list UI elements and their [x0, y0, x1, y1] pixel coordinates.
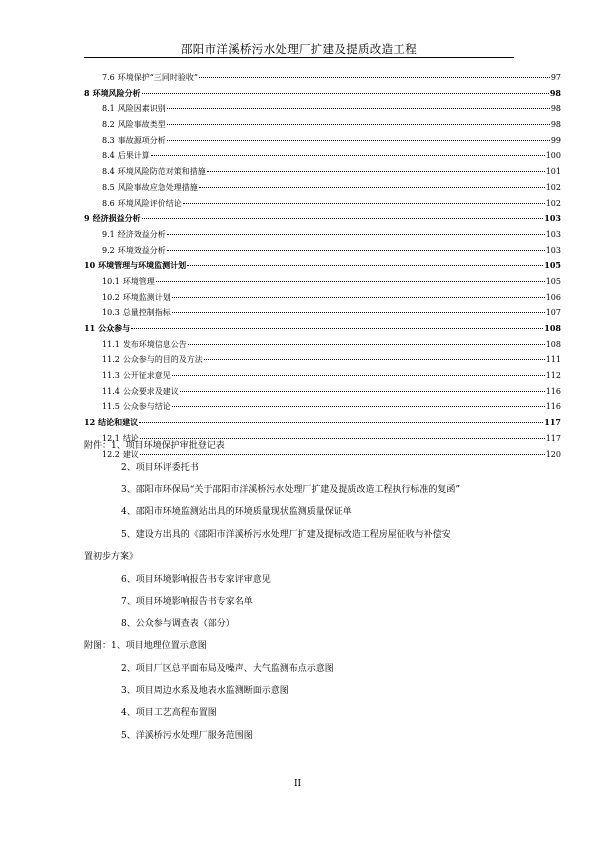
toc-entry-page: 98: [550, 104, 561, 114]
toc-dot-leader: [167, 124, 550, 125]
attachment-line: 附图：1、项目地理位置示意图: [84, 641, 207, 651]
toc-entry-title: 环境管理: [122, 276, 155, 286]
toc-entry-title: 发布环境信息公告: [122, 339, 187, 349]
attachment-line: 5、洋溪桥污水处理厂服务范围图: [121, 731, 253, 741]
toc-entry-number: 11.5: [102, 402, 120, 412]
toc-entry-page: 106: [545, 292, 561, 302]
toc-entry-page: 112: [545, 371, 561, 381]
toc-entry-title: 公众参与的目的及方法: [122, 355, 203, 365]
toc-entry-page: 116: [545, 386, 561, 396]
toc-entry-title: 环境保护“三同时验收”: [117, 73, 198, 82]
toc-entry-page: 103: [545, 245, 561, 255]
toc-entry-title: 环境风险防范对策和措施: [117, 167, 206, 177]
toc-dot-leader: [167, 140, 550, 141]
toc-entry[interactable]: [84, 119, 561, 135]
toc-entry-number: 10: [84, 260, 96, 271]
toc-dot-leader: [156, 281, 545, 282]
toc-entry-title: 环境效益分析: [117, 245, 166, 255]
attachment-line: 附件：1、项目环境保护审批登记表: [84, 441, 225, 451]
toc-entry-page: 111: [545, 355, 561, 365]
toc-entry[interactable]: [84, 323, 561, 339]
toc-dot-leader: [142, 218, 544, 219]
toc-entry[interactable]: [84, 260, 561, 276]
toc-entry-number: 8.1: [102, 104, 115, 114]
toc-entry-number: 8.2: [102, 120, 115, 130]
attachment-line: 4、邵阳市环境监测站出具的环境质量现状监测质量保证单: [121, 507, 352, 517]
toc-entry-number: 8.5: [102, 182, 115, 192]
toc-entry-number: 11.2: [102, 355, 120, 365]
toc-entry-number: 9: [84, 213, 90, 224]
attachment-line: 3、项目周边水系及地表水监测断面示意图: [121, 686, 289, 696]
toc-dot-leader: [167, 234, 545, 235]
toc-dot-leader: [167, 108, 550, 109]
toc-entry-number: 11: [84, 323, 96, 333]
attachment-line: 7、项目环境影响报告书专家名单: [121, 597, 253, 607]
toc-entry-title: 公众参与: [98, 323, 131, 333]
toc-entry-number: 8.4: [102, 151, 115, 161]
toc-dot-leader: [199, 77, 550, 78]
toc-entry-title: 公开征求意见: [122, 371, 171, 381]
toc-entry[interactable]: [84, 370, 561, 386]
toc-dot-leader: [167, 250, 545, 251]
table-of-contents: [84, 72, 561, 464]
toc-entry-number: 12.1: [102, 433, 120, 443]
toc-entry-number: 8.3: [102, 135, 115, 145]
toc-entry[interactable]: [84, 150, 561, 166]
toc-entry-number: 10.3: [102, 308, 120, 318]
toc-entry[interactable]: [84, 354, 561, 370]
toc-entry[interactable]: [84, 103, 561, 119]
attachment-line: 8、公众参与调查表（部分）: [121, 619, 235, 629]
toc-entry[interactable]: [84, 292, 561, 308]
toc-entry-title: 公众参与结论: [122, 402, 171, 412]
toc-dot-leader: [207, 171, 545, 172]
toc-entry[interactable]: [84, 386, 561, 402]
toc-entry-page: 120: [545, 449, 561, 459]
toc-entry-title: 建议: [122, 449, 139, 459]
toc-entry[interactable]: [84, 401, 561, 417]
page-header: 邵阳市洋溪桥污水处理厂扩建及提质改造工程: [181, 42, 417, 56]
toc-entry-number: 9.1: [102, 229, 115, 239]
toc-entry-page: 103: [544, 213, 561, 224]
toc-entry[interactable]: [84, 339, 561, 355]
toc-dot-leader: [187, 265, 543, 266]
toc-entry-title: 经济效益分析: [117, 229, 166, 239]
toc-dot-leader: [188, 344, 545, 345]
toc-entry-page: 98: [549, 87, 561, 98]
toc-dot-leader: [183, 203, 545, 204]
toc-entry[interactable]: [84, 135, 561, 151]
toc-entry-page: 117: [545, 433, 561, 443]
toc-entry[interactable]: [84, 229, 561, 245]
toc-dot-leader: [151, 155, 545, 156]
toc-entry-title: 后果计算: [117, 151, 150, 161]
toc-entry[interactable]: [84, 213, 561, 229]
toc-entry-title: 风险事故类型: [117, 120, 166, 130]
toc-entry-title: 结论: [122, 433, 139, 443]
toc-entry-page: 107: [545, 308, 561, 318]
toc-entry-title: 环境风险评价结论: [117, 198, 182, 208]
toc-dot-leader: [204, 359, 545, 360]
toc-entry-page: 105: [545, 276, 561, 286]
toc-entry-title: 环境管理与环境监测计划: [98, 260, 187, 271]
toc-entry-title: 风险因素识别: [117, 104, 166, 114]
toc-dot-leader: [142, 93, 549, 94]
toc-entry-number: 8.6: [102, 198, 115, 208]
toc-entry-number: 12.2: [102, 449, 120, 459]
toc-entry-number: 8: [84, 87, 90, 98]
toc-dot-leader: [172, 406, 545, 407]
attachment-line: 4、项目工艺高程布置图: [121, 708, 217, 718]
toc-entry-page: 101: [545, 167, 561, 177]
attachment-line: 5、建设方出具的《邵阳市洋溪桥污水处理厂扩建及提标改造工程房屋征收与补偿安: [121, 530, 451, 540]
toc-entry-number: 8.4: [102, 167, 115, 177]
toc-entry-number: 7.6: [102, 73, 115, 82]
toc-entry-page: 117: [544, 417, 561, 428]
toc-entry-number: 11.3: [102, 371, 120, 381]
toc-entry[interactable]: [84, 182, 561, 198]
toc-entry[interactable]: [84, 245, 561, 261]
toc-entry[interactable]: [84, 276, 561, 292]
toc-entry-page: 103: [545, 229, 561, 239]
toc-dot-leader: [172, 312, 545, 313]
attachment-line: 2、项目环评委托书: [121, 463, 199, 473]
toc-entry-title: 环境监测计划: [122, 292, 171, 302]
toc-entry-title: 事故源项分析: [117, 135, 166, 145]
toc-entry[interactable]: [84, 72, 561, 88]
toc-entry-page: 99: [550, 135, 561, 145]
toc-dot-leader: [180, 391, 545, 392]
toc-entry[interactable]: [84, 417, 561, 433]
toc-dot-leader: [131, 328, 543, 329]
toc-entry-number: 11.4: [102, 386, 120, 396]
toc-entry-page: 105: [544, 260, 561, 271]
toc-entry-title: 风险事故应急处理措施: [117, 182, 198, 192]
toc-entry-page: 100: [545, 151, 561, 161]
toc-entry-number: 11.1: [102, 339, 120, 349]
toc-entry-page: 108: [545, 339, 561, 349]
toc-entry-title: 公众要求及建议: [122, 386, 179, 396]
toc-entry-title: 结论和建议: [98, 417, 139, 428]
toc-entry[interactable]: [84, 307, 561, 323]
attachment-line: 3、邵阳市环保局“关于邵阳市洋溪桥污水处理厂扩建及提质改造工程执行标准的复函”: [121, 485, 460, 495]
attachment-line: 6、项目环境影响报告书专家评审意见: [121, 575, 271, 585]
toc-dot-leader: [172, 297, 545, 298]
attachment-line: 置初步方案》: [84, 552, 139, 562]
toc-dot-leader: [140, 454, 545, 455]
toc-entry-title: 环境风险分析: [92, 87, 141, 98]
toc-dot-leader: [139, 422, 543, 423]
header-rule: [84, 57, 514, 58]
toc-entry[interactable]: [84, 88, 561, 104]
toc-entry[interactable]: [84, 166, 561, 182]
page-number: II: [293, 779, 302, 789]
toc-entry-number: 10.2: [102, 292, 120, 302]
toc-dot-leader: [199, 187, 545, 188]
toc-entry-number: 10.1: [102, 276, 120, 286]
toc-entry-page: 98: [550, 120, 561, 130]
toc-entry-number: 12: [84, 417, 96, 428]
toc-entry-title: 总量控制指标: [122, 308, 171, 318]
toc-entry-page: 116: [545, 402, 561, 412]
toc-entry-page: 97: [550, 73, 561, 82]
toc-dot-leader: [172, 375, 545, 376]
toc-entry-number: 9.2: [102, 245, 115, 255]
toc-entry-page: 102: [545, 198, 561, 208]
attachment-line: 2、项目厂区总平面布局及噪声、大气监测布点示意图: [121, 664, 334, 674]
toc-entry-page: 108: [544, 323, 561, 333]
toc-entry-page: 102: [545, 182, 561, 192]
toc-entry-title: 经济损益分析: [92, 213, 141, 224]
toc-entry[interactable]: [84, 198, 561, 214]
